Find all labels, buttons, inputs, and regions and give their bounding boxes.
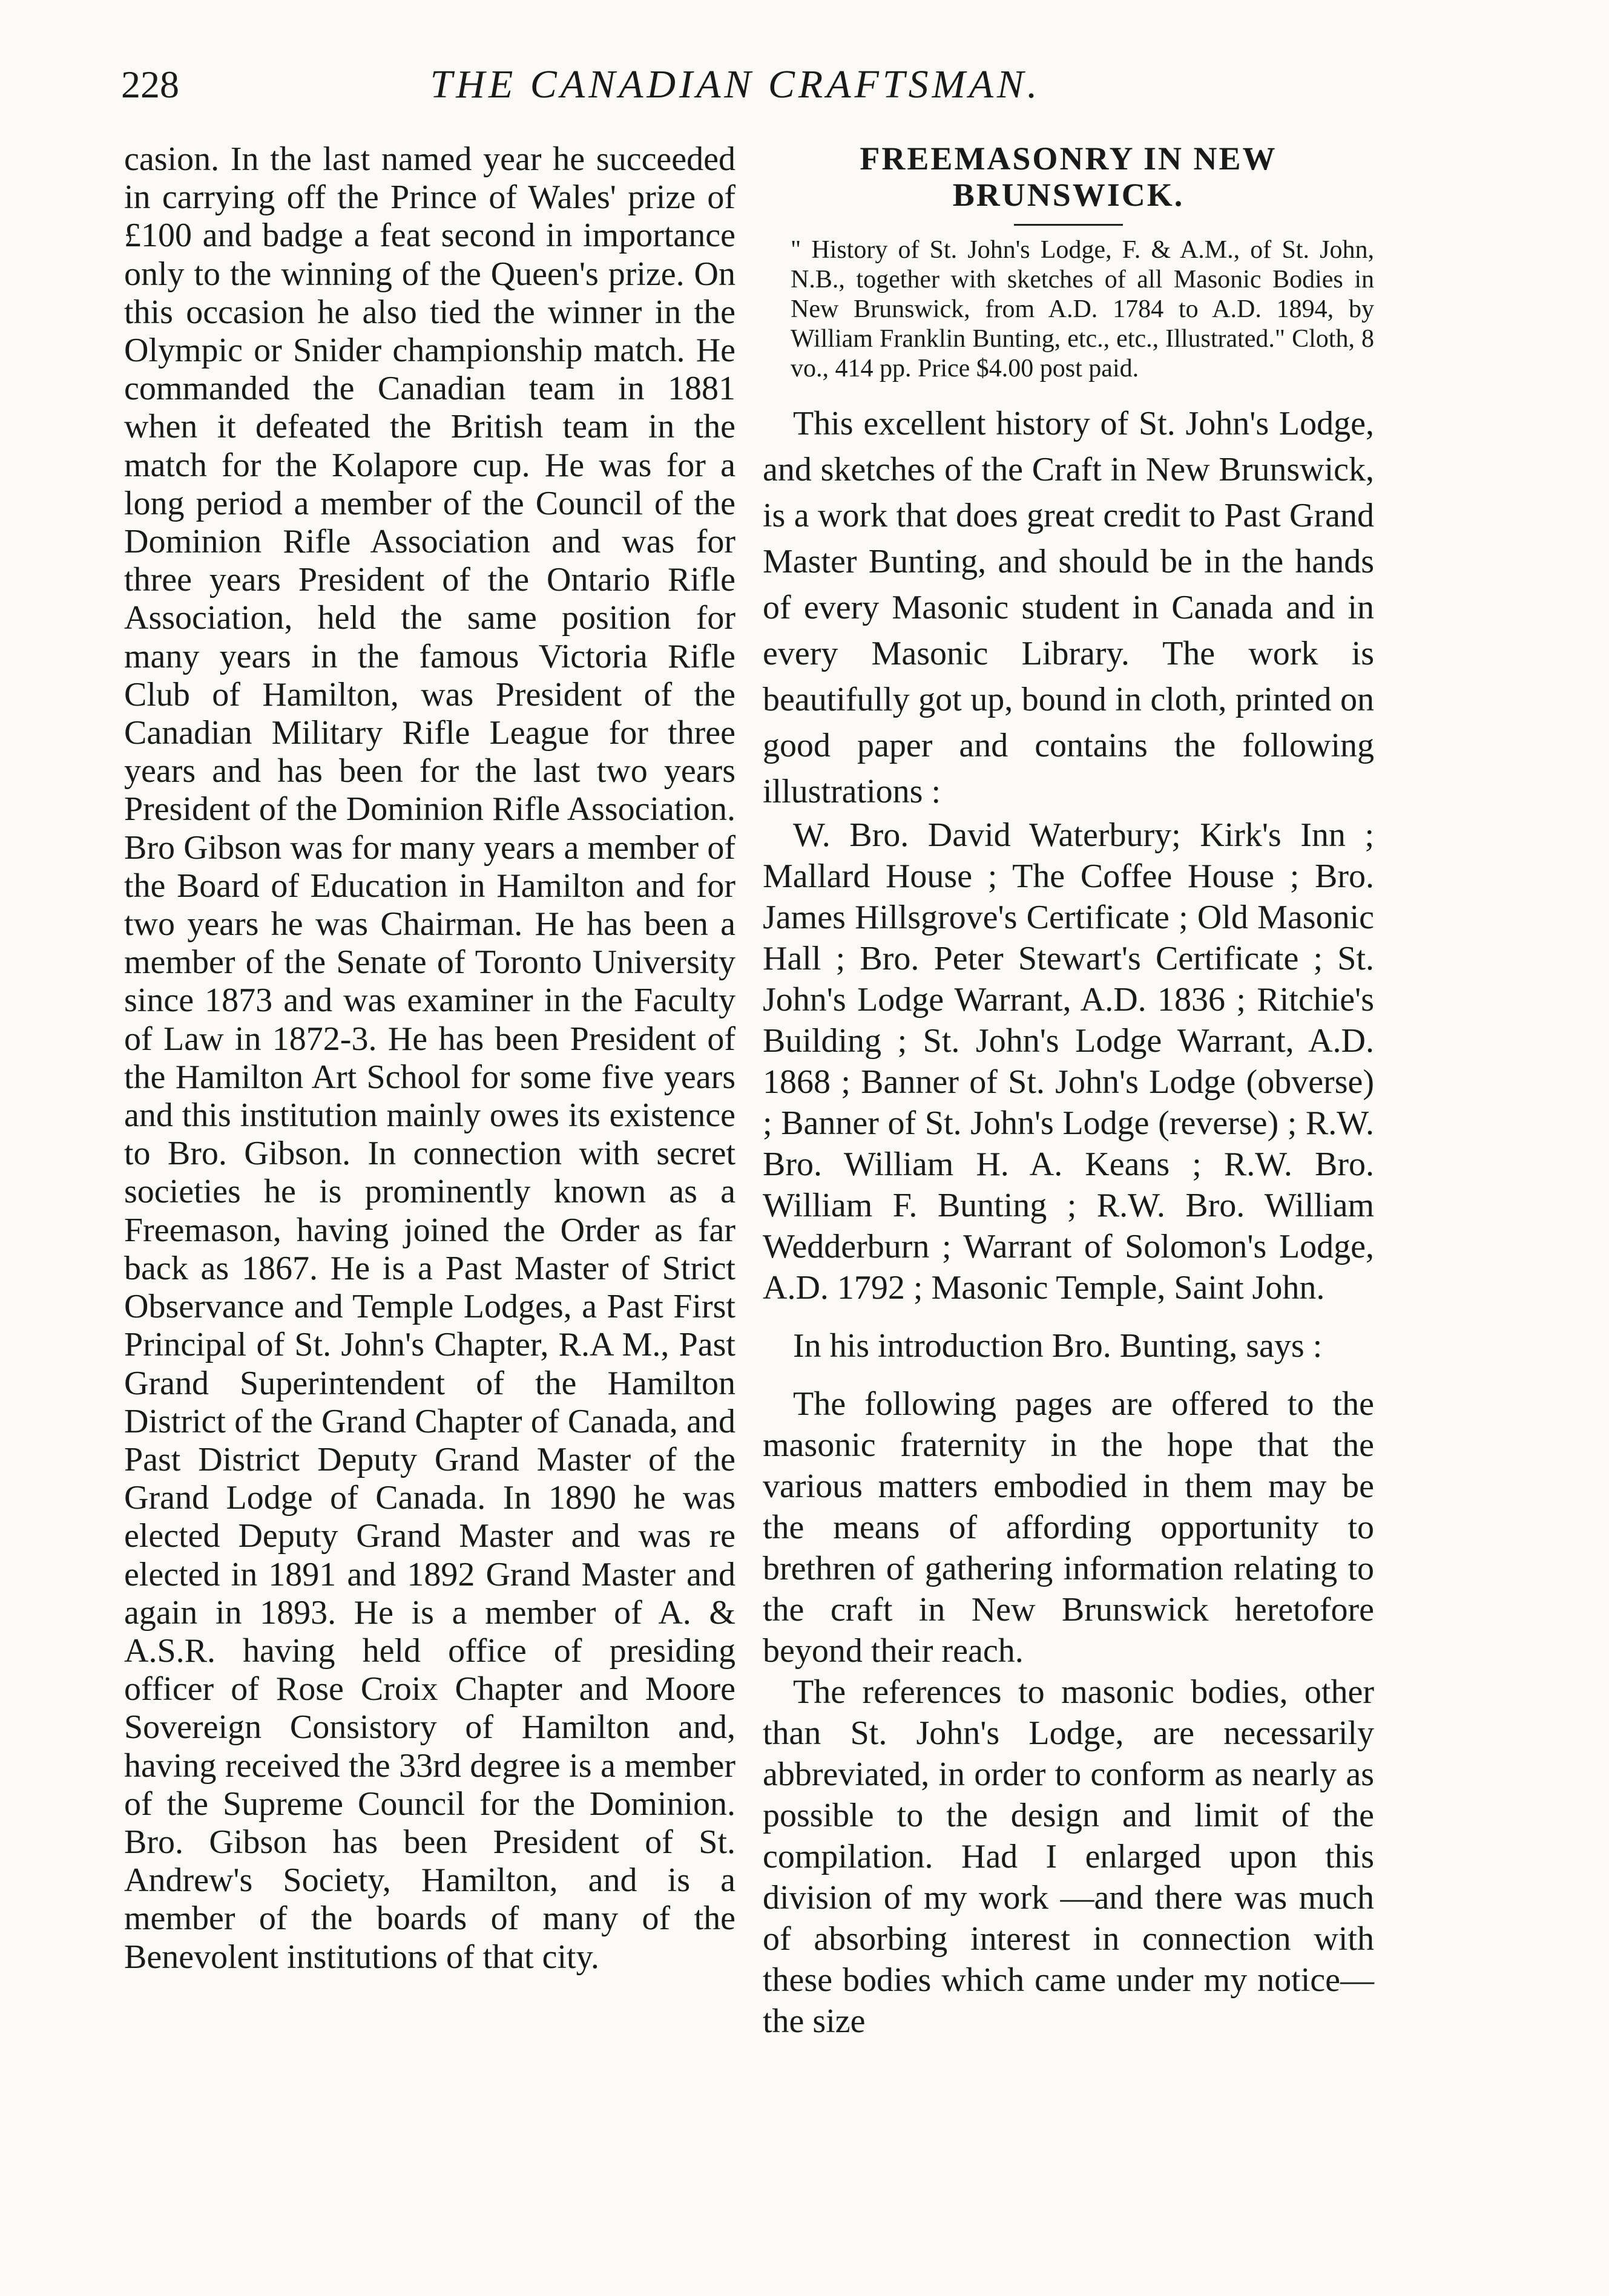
- quote-paragraph-1: The following pages are offered to the masonic fraternity in the hope that the various matters embodied in them may be the means of affording opportunity to brethren of gathering information relating to the craft in New Brunswick heretofore beyond their reach.: [763, 1385, 1374, 1670]
- title-rule: [1014, 224, 1123, 226]
- review-paragraph-1: This excellent history of St. John's Lodge, and sketches of the Craft in New Brunswick, is a work that does great credit to Past Grand Master Bunting, and should be in the hands of every Masonic student in Canada and in every Masonic Library. The work is beautifully got up, bound in cloth, printed on good paper and contains the following illustrations :: [763, 405, 1374, 810]
- quote-paragraph-2: The references to masonic bodies, other than St. John's Lodge, are necessarily abbreviated, in order to conform as nearly as possible to the design and limit of the compilation. Had I enlarged upon this division of my work —and there was much of absorbing interest in connection with these bodies which came under my notice—the size: [763, 1673, 1374, 2040]
- running-title: THE CANADIAN CRAFTSMAN.: [430, 62, 1041, 107]
- book-reference-note: " History of St. John's Lodge, F. & A.M., of St. John, N.B., together with sketches of all Masonic Bodies in New Brunswick, from A.D. 1784 to A.D. 1894, by William Franklin Bunting, etc., etc., Illustrated." Cloth, 8 vo., 414 pp. Price $4.00 post paid.: [791, 236, 1374, 382]
- page-header: [121, 61, 1350, 109]
- illustrations-list: W. Bro. David Waterbury; Kirk's Inn ; Mallard House ; The Coffee House ; Bro. James Hillsgrove's Certificate ; Old Masonic Hall ; Bro. Peter Stewart's Certificate ; St. John's Lodge Warrant, A.D. 1836 ; Ritchie's Building ; St. John's Lodge Warrant, A.D. 1868 ; Banner of St. John's Lodge (obverse) ; Banner of St. John's Lodge (reverse) ; R.W. Bro. William H. A. Keans ; R.W. Bro. William F. Bunting ; R.W. Bro. William Wedderburn ; Warrant of Solomon's Lodge, A.D. 1792 ; Masonic Temple, Saint John.: [763, 816, 1374, 1307]
- left-column: [124, 140, 735, 1976]
- page-number: 228: [121, 63, 179, 106]
- right-column: [763, 140, 1374, 2042]
- section-title: FREEMASONRY IN NEW BRUNSWICK.: [860, 140, 1277, 213]
- introduction-lead: In his introduction Bro. Bunting, says :: [793, 1327, 1323, 1365]
- biography-paragraph: casion. In the last named year he succeeded in carrying off the Prince of Wales' prize of £100 and badge a feat second in importance only to the winning of the Queen's prize. On this occasion he also tied the winner in the Olympic or Snider championship match. He commanded the Canadian team in 1881 when it defeated the British team in the match for the Kolapore cup. He was for a long period a member of the Council of the Dominion Rifle Association and was for three years President of the Ontario Rifle Association, held the same position for many years in the famous Victoria Rifle Club of Hamilton, was President of the Canadian Military Rifle League for three years and has been for the last two years President of the Dominion Rifle Association. Bro Gibson was for many years a member of the Board of Education in Hamilton and for two years he was Chairman. He has been a member of the Senate of Toronto University since 1873 and was examiner in the Faculty of Law in 1872-3. He has been President of the Hamilton Art School for some five years and this institution mainly owes its existence to Bro. Gibson. In connection with secret societies he is prominently known as a Freemason, having joined the Order as far back as 1867. He is a Past Master of Strict Observance and Temple Lodges, a Past First Principal of St. John's Chapter, R.A M., Past Grand Superintendent of the Hamilton District of the Grand Chapter of Canada, and Past District Deputy Grand Master of the Grand Lodge of Canada. In 1890 he was elected Deputy Grand Master and was re elected in 1891 and 1892 Grand Master and again in 1893. He is a member of A. & A.S.R. having held office of presiding officer of Rose Croix Chapter and Moore Sovereign Consistory of Hamilton and, having received the 33rd degree is a member of the Supreme Council for the Dominion. Bro. Gibson has been President of St. Andrew's Society, Hamilton, and is a member of the boards of many of the Benevolent institutions of that city.: [124, 140, 735, 1976]
